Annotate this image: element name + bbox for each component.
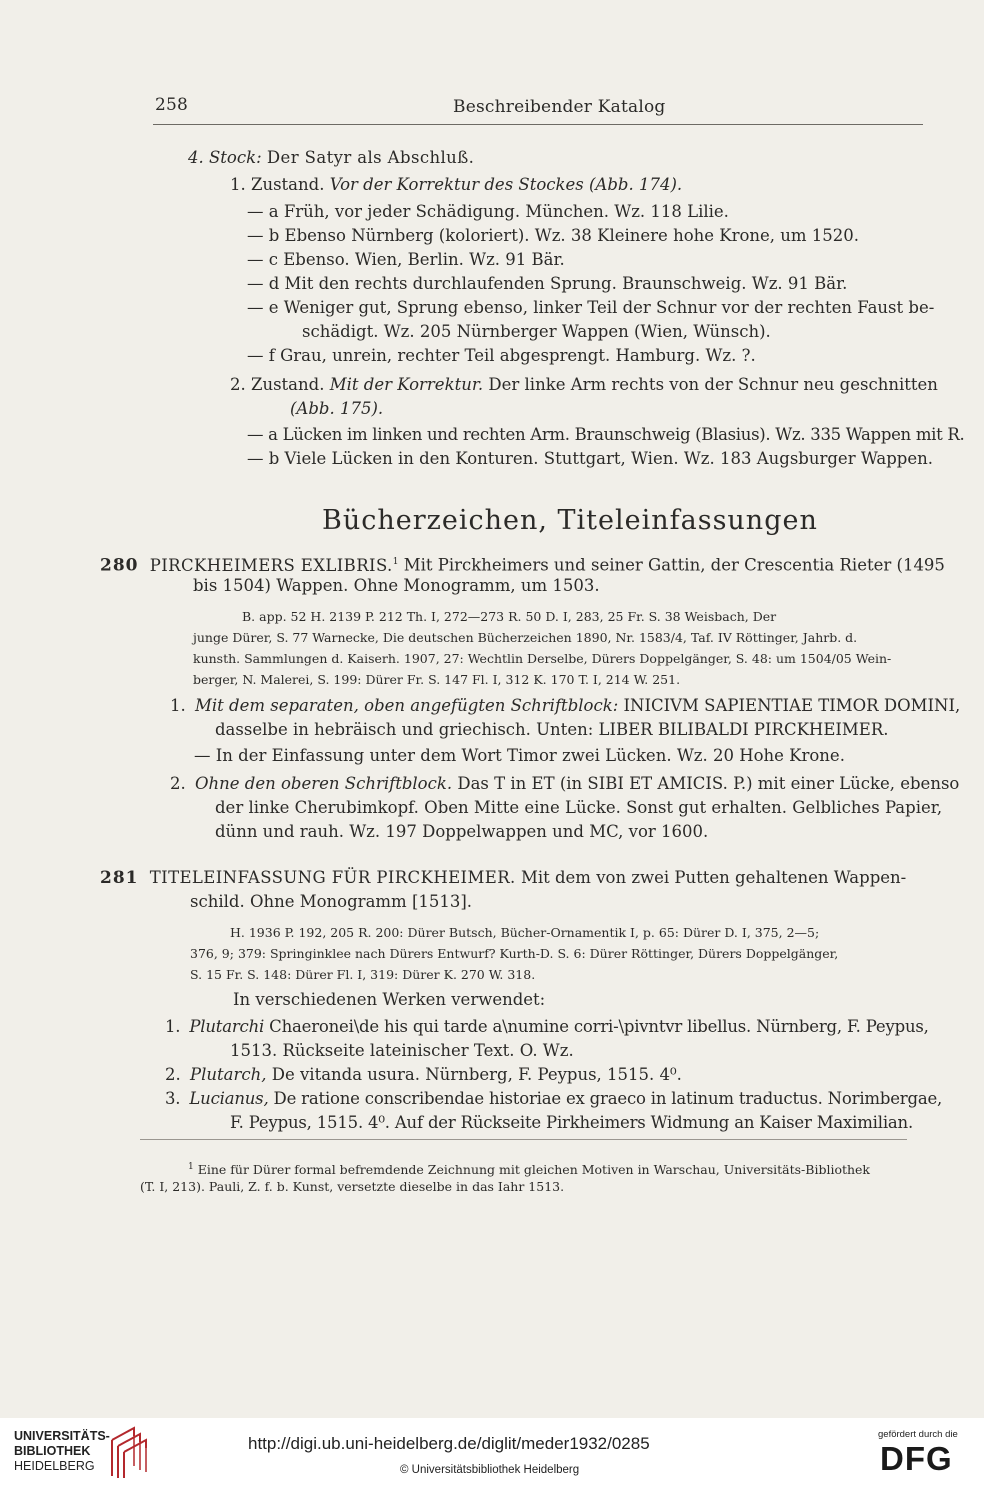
running-title: Beschreibender Katalog: [453, 97, 666, 117]
entry-280-ref: berger, N. Malerei, S. 199: Dürer Fr. S. 147 Fl. I, 312 K. 170 T. I, 214 W. 251.: [193, 672, 681, 687]
footnote-mark: 1: [188, 1162, 194, 1172]
entry-280-item2-cont: dünn und rauh. Wz. 197 Doppelwappen und MC, vor 1600.: [215, 822, 709, 841]
entry-280-item1-cont: dasselbe in hebräisch und griechisch. Unten: LIBER BILIBALDI PIRCKHEIMER.: [215, 720, 889, 739]
work-num: 2.: [165, 1065, 181, 1084]
library-logo-icon: [104, 1426, 152, 1480]
state2-item: — b Viele Lücken in den Konturen. Stuttgart, Wien. Wz. 183 Augsburger Wappen.: [247, 449, 933, 468]
entry-280-ref: kunsth. Sammlungen d. Kaiserh. 1907, 27: Wechtlin Derselbe, Dürers Doppelgänger, S. 48: um 1504/05 Wein-: [193, 651, 892, 666]
work-italic: Plutarch,: [190, 1065, 267, 1084]
footer-bar: [0, 1418, 984, 1489]
stock-label: 4. Stock:: [188, 148, 262, 167]
state2-label: 2. Zustand.: [230, 375, 325, 394]
work-italic: Lucianus,: [189, 1089, 269, 1108]
entry-280-title: PIRCKHEIMERS EXLIBRIS.: [149, 555, 393, 575]
stock-heading: [188, 146, 474, 170]
entry-281-line1: Mit dem von zwei Putten gehaltenen Wappen-: [520, 868, 907, 887]
entry-280-item1: [170, 694, 960, 718]
entry-280-item2-text: Das T in ET (in SIBI ET AMICIS. P.) mit einer Lücke, ebenso: [457, 774, 960, 793]
work-item: [165, 1087, 942, 1111]
state1-item-cont: schädigt. Wz. 205 Nürnberger Wappen (Wien, Wünsch).: [302, 322, 771, 341]
entry-280-number: 280: [100, 555, 139, 576]
state1-item: — f Grau, unrein, rechter Teil abgesprengt. Hamburg. Wz. ?.: [247, 346, 756, 365]
entry-280-item2-italic: Ohne den oberen Schriftblock.: [195, 774, 453, 793]
state1-label: 1. Zustand.: [230, 175, 325, 194]
library-name-line1: UNIVERSITÄTS-: [14, 1429, 110, 1443]
entry-280-item2-cont: der linke Cherubimkopf. Oben Mitte eine Lücke. Sonst gut erhalten. Gelbliches Papier,: [215, 798, 943, 817]
dfg-caption: gefördert durch die: [878, 1429, 958, 1440]
footnote-text: Eine für Dürer formal befremdende Zeichnung mit gleichen Motiven in Warschau, Universitäts-Bibliothek: [197, 1162, 871, 1178]
entry-280-item2: [170, 772, 959, 796]
entry-280-item2-num: 2.: [170, 774, 186, 793]
footnote-rule: [140, 1139, 907, 1140]
entry-280-line1: Mit Pirckheimers und seiner Gattin, der Crescentia Rieter (1495: [403, 555, 945, 575]
work-italic: Plutarchi: [189, 1017, 265, 1036]
footnote-line2: (T. I, 213). Pauli, Z. f. b. Kunst, versetzte dieselbe in das Iahr 1513.: [140, 1179, 565, 1194]
entry-281-line2: schild. Ohne Monogramm [1513].: [190, 892, 473, 911]
state2-cont: (Abb. 175).: [290, 399, 384, 418]
state1-item: — b Ebenso Nürnberg (koloriert). Wz. 38 Kleinere hohe Krone, um 1520.: [247, 226, 860, 245]
entry-280-line2: bis 1504) Wappen. Ohne Monogramm, um 1503.: [193, 576, 600, 595]
entry-281-ref: H. 1936 P. 192, 205 R. 200: Dürer Butsch, Bücher-Ornamentik I, p. 65: Dürer D. I, 375, 2—5;: [230, 925, 820, 940]
entry-280-ref: B. app. 52 H. 2139 P. 212 Th. I, 272—273 R. 50 D. I, 283, 25 Fr. S. 38 Weisbach, Der: [242, 609, 777, 624]
work-num: 3.: [165, 1089, 181, 1108]
state1-item: — e Weniger gut, Sprung ebenso, linker Teil der Schnur vor der rechten Faust be-: [247, 298, 935, 317]
header-rule: [153, 124, 923, 125]
entry-281-used-in: In verschiedenen Werken verwendet:: [233, 990, 546, 1009]
state1-item: — a Früh, vor jeder Schädigung. München. Wz. 118 Lilie.: [247, 202, 729, 221]
dfg-logo: DFG: [880, 1440, 953, 1477]
work-cont: 1513. Rückseite lateinischer Text. O. Wz.: [230, 1041, 574, 1060]
entry-281-number: 281: [100, 868, 139, 888]
footnote-marker: 1: [392, 557, 399, 567]
work-cont: F. Peypus, 1515. 4⁰. Auf der Rückseite Pirkheimers Widmung an Kaiser Maximilian.: [230, 1113, 914, 1132]
page-number: 258: [155, 95, 189, 115]
state1-item: — c Ebenso. Wien, Berlin. Wz. 91 Bär.: [247, 250, 565, 269]
state2-text: Der linke Arm rechts von der Schnur neu geschnitten: [488, 375, 938, 394]
source-url-link[interactable]: http://digi.ub.uni-heidelberg.de/diglit/meder1932/0285: [248, 1434, 650, 1453]
work-text: De vitanda usura. Nürnberg, F. Peypus, 1515. 4⁰.: [271, 1065, 682, 1084]
work-item: [165, 1063, 682, 1087]
copyright-text: © Universitätsbibliothek Heidelberg: [400, 1464, 580, 1476]
state1-item: — d Mit den rechts durchlaufenden Sprung. Braunschweig. Wz. 91 Bär.: [247, 274, 848, 293]
state1-heading: [230, 173, 682, 197]
work-text: De ratione conscribendae historiae ex graeco in latinum traductus. Norimbergae,: [273, 1089, 943, 1108]
library-name-line3: HEIDELBERG: [14, 1459, 95, 1473]
work-text: Chaeronei\de his qui tarde a\numine corri-\pivntvr libellus. Nürnberg, F. Peypus,: [269, 1017, 929, 1036]
entry-281-heading: [100, 866, 906, 890]
entry-281-title: TITELEINFASSUNG FÜR PIRCKHEIMER.: [149, 868, 516, 887]
library-name-line2: BIBLIOTHEK: [14, 1444, 91, 1458]
entry-280-item1-italic: Mit dem separaten, oben angefügten Schriftblock:: [195, 696, 619, 715]
section-title: Bücherzeichen, Titeleinfassungen: [322, 505, 818, 536]
entry-280-item1-sub: — In der Einfassung unter dem Wort Timor zwei Lücken. Wz. 20 Hohe Krone.: [194, 746, 845, 765]
entry-280-item1-text: INICIVM SAPIENTIAE TIMOR DOMINI,: [623, 696, 961, 715]
entry-281-ref: 376, 9; 379: Springinklee nach Dürers Entwurf? Kurth-D. S. 6: Dürer Röttinger, Dürers Doppelgänger,: [190, 946, 839, 961]
work-num: 1.: [165, 1017, 181, 1036]
entry-280-ref: junge Dürer, S. 77 Warnecke, Die deutschen Bücherzeichen 1890, Nr. 1583/4, Taf. IV Röttinger, Jahrb. d.: [193, 630, 858, 645]
state1-italic: Vor der Korrektur des Stockes (Abb. 174).: [329, 175, 683, 194]
stock-text: Der Satyr als Abschluß.: [266, 148, 475, 167]
work-item: [165, 1015, 929, 1039]
entry-281-ref: S. 15 Fr. S. 148: Dürer Fl. I, 319: Dürer K. 270 W. 318.: [190, 967, 536, 982]
entry-280-item1-num: 1.: [170, 696, 186, 715]
state2-italic: Mit der Korrektur.: [329, 375, 484, 394]
state2-heading: [230, 373, 938, 397]
state2-item: — a Lücken im linken und rechten Arm. Braunschweig (Blasius). Wz. 335 Wappen mit R.: [247, 425, 965, 444]
